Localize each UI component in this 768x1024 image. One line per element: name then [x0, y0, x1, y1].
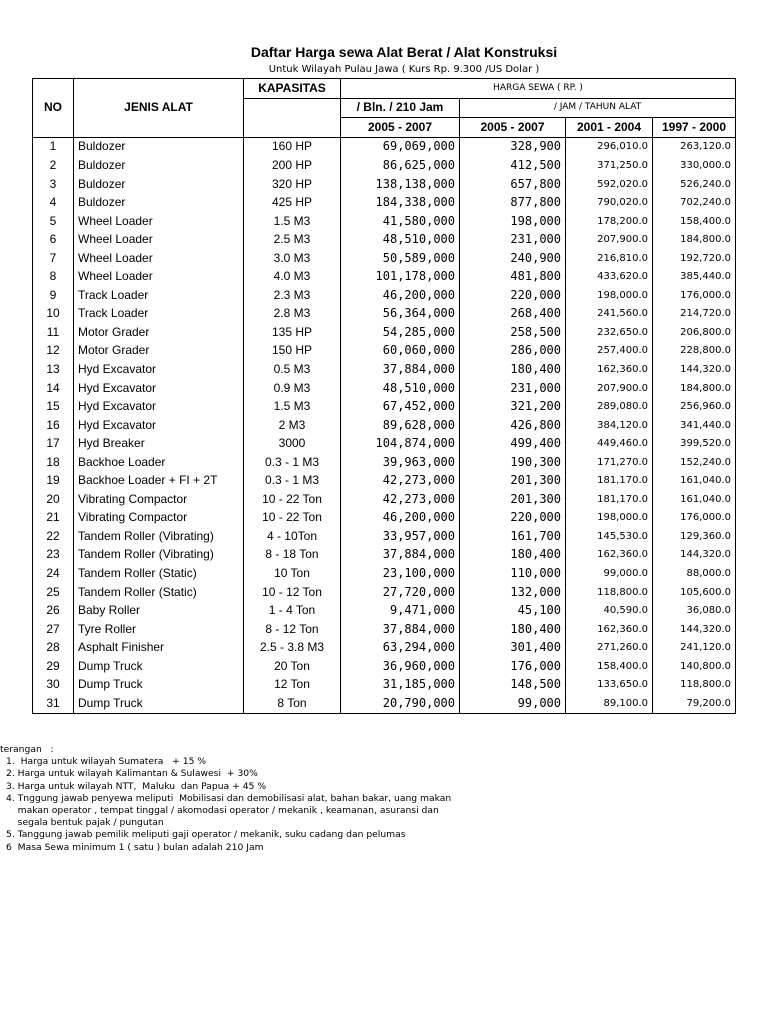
header-year-3: 2001 - 2004	[566, 118, 653, 138]
row-kapasitas: 160 HP	[244, 137, 341, 156]
row-harga-jam-2001: 158,400.0	[566, 657, 653, 676]
row-harga-bulan: 184,338,000	[341, 193, 460, 212]
row-kapasitas: 3000	[244, 434, 341, 453]
row-harga-jam-1997: 118,800.0	[653, 676, 736, 695]
row-harga-jam-2005: 201,300	[460, 490, 566, 509]
row-harga-jam-2001: 384,120.0	[566, 416, 653, 435]
row-harga-bulan: 86,625,000	[341, 156, 460, 175]
row-harga-bulan: 138,138,000	[341, 175, 460, 194]
row-harga-jam-2005: 180,400	[460, 360, 566, 379]
row-kapasitas: 2.8 M3	[244, 305, 341, 324]
row-harga-bulan: 39,963,000	[341, 453, 460, 472]
row-harga-jam-1997: 129,360.0	[653, 527, 736, 546]
row-harga-bulan: 20,790,000	[341, 694, 460, 713]
row-no: 11	[33, 323, 74, 342]
row-no: 20	[33, 490, 74, 509]
row-harga-jam-2001: 178,200.0	[566, 212, 653, 231]
row-harga-jam-2005: 328,900	[460, 137, 566, 156]
row-jenis-alat: Dump Truck	[74, 676, 244, 695]
table-row	[33, 267, 736, 286]
table-row	[33, 471, 736, 490]
row-harga-jam-2001: 162,360.0	[566, 620, 653, 639]
note-line: 2. Harga untuk wilayah Kalimantan & Sulawesi + 30%	[6, 768, 258, 780]
header-year-4: 1997 - 2000	[653, 118, 736, 138]
row-kapasitas: 10 - 12 Ton	[244, 583, 341, 602]
row-harga-jam-2001: 171,270.0	[566, 453, 653, 472]
row-no: 4	[33, 193, 74, 212]
row-harga-jam-2005: 240,900	[460, 249, 566, 268]
row-no: 10	[33, 305, 74, 324]
row-kapasitas: 2.3 M3	[244, 286, 341, 305]
row-jenis-alat: Hyd Excavator	[74, 397, 244, 416]
row-kapasitas: 425 HP	[244, 193, 341, 212]
row-no: 18	[33, 453, 74, 472]
row-jenis-alat: Tandem Roller (Vibrating)	[74, 546, 244, 565]
row-harga-jam-2005: 877,800	[460, 193, 566, 212]
row-harga-jam-1997: 79,200.0	[653, 694, 736, 713]
row-jenis-alat: Dump Truck	[74, 657, 244, 676]
row-no: 21	[33, 509, 74, 528]
row-jenis-alat: Vibrating Compactor	[74, 490, 244, 509]
row-no: 14	[33, 379, 74, 398]
row-harga-jam-2001: 133,650.0	[566, 676, 653, 695]
row-harga-jam-1997: 702,240.0	[653, 193, 736, 212]
row-kapasitas: 12 Ton	[244, 676, 341, 695]
table-row	[33, 546, 736, 565]
row-jenis-alat: Backhoe Loader + FI + 2T	[74, 471, 244, 490]
row-harga-bulan: 54,285,000	[341, 323, 460, 342]
row-harga-jam-2005: 110,000	[460, 564, 566, 583]
row-harga-jam-2005: 426,800	[460, 416, 566, 435]
row-jenis-alat: Tyre Roller	[74, 620, 244, 639]
row-kapasitas: 0.5 M3	[244, 360, 341, 379]
row-no: 30	[33, 676, 74, 695]
row-kapasitas: 8 - 12 Ton	[244, 620, 341, 639]
row-harga-jam-1997: 241,120.0	[653, 638, 736, 657]
table-row	[33, 620, 736, 639]
note-line: 6 Masa Sewa minimum 1 ( satu ) bulan adalah 210 Jam	[6, 841, 264, 853]
row-harga-jam-2001: 207,900.0	[566, 379, 653, 398]
row-harga-jam-1997: 176,000.0	[653, 509, 736, 528]
row-no: 15	[33, 397, 74, 416]
row-harga-bulan: 41,580,000	[341, 212, 460, 231]
row-no: 7	[33, 249, 74, 268]
row-harga-jam-2001: 181,170.0	[566, 490, 653, 509]
table-row	[33, 601, 736, 620]
row-harga-bulan: 36,960,000	[341, 657, 460, 676]
row-no: 27	[33, 620, 74, 639]
row-harga-jam-1997: 184,800.0	[653, 230, 736, 249]
table-row	[33, 379, 736, 398]
table-row	[33, 527, 736, 546]
row-harga-jam-2005: 180,400	[460, 620, 566, 639]
row-harga-jam-1997: 88,000.0	[653, 564, 736, 583]
note-line: makan operator , tempat tinggal / akomodasi operator / mekanik , keamanan, asuransi dan	[6, 805, 439, 817]
row-harga-jam-2001: 592,020.0	[566, 175, 653, 194]
row-harga-jam-2001: 89,100.0	[566, 694, 653, 713]
row-jenis-alat: Wheel Loader	[74, 267, 244, 286]
table-row	[33, 416, 736, 435]
row-no: 13	[33, 360, 74, 379]
row-harga-jam-2005: 45,100	[460, 601, 566, 620]
row-harga-jam-1997: 144,320.0	[653, 360, 736, 379]
header-kapasitas-blank	[244, 98, 341, 137]
table-row	[33, 509, 736, 528]
row-harga-jam-1997: 256,960.0	[653, 397, 736, 416]
row-kapasitas: 1 - 4 Ton	[244, 601, 341, 620]
row-harga-bulan: 37,884,000	[341, 360, 460, 379]
row-no: 19	[33, 471, 74, 490]
row-harga-jam-1997: 263,120.0	[653, 137, 736, 156]
header-per-bulan: / Bln. / 210 Jam	[341, 98, 460, 118]
row-kapasitas: 3.0 M3	[244, 249, 341, 268]
row-harga-bulan: 48,510,000	[341, 230, 460, 249]
row-jenis-alat: Hyd Excavator	[74, 360, 244, 379]
row-jenis-alat: Asphalt Finisher	[74, 638, 244, 657]
table-row	[33, 323, 736, 342]
row-harga-jam-2005: 161,700	[460, 527, 566, 546]
table-row	[33, 286, 736, 305]
table-row	[33, 490, 736, 509]
row-jenis-alat: Tandem Roller (Vibrating)	[74, 527, 244, 546]
row-harga-jam-1997: 161,040.0	[653, 471, 736, 490]
row-jenis-alat: Vibrating Compactor	[74, 509, 244, 528]
row-no: 5	[33, 212, 74, 231]
row-harga-jam-2001: 289,080.0	[566, 397, 653, 416]
row-harga-jam-2005: 657,800	[460, 175, 566, 194]
row-harga-jam-2005: 220,000	[460, 286, 566, 305]
row-no: 22	[33, 527, 74, 546]
row-harga-bulan: 46,200,000	[341, 286, 460, 305]
row-no: 1	[33, 137, 74, 156]
row-harga-jam-1997: 399,520.0	[653, 434, 736, 453]
row-jenis-alat: Wheel Loader	[74, 230, 244, 249]
row-no: 12	[33, 342, 74, 361]
row-harga-jam-2005: 231,000	[460, 379, 566, 398]
note-line: 3. Harga untuk wilayah NTT, Maluku dan Papua + 45 %	[6, 780, 267, 792]
header-year-1: 2005 - 2007	[341, 118, 460, 138]
row-harga-bulan: 69,069,000	[341, 137, 460, 156]
row-harga-jam-1997: 206,800.0	[653, 323, 736, 342]
row-harga-jam-2001: 241,560.0	[566, 305, 653, 324]
row-harga-jam-2001: 181,170.0	[566, 471, 653, 490]
row-harga-bulan: 9,471,000	[341, 601, 460, 620]
row-jenis-alat: Baby Roller	[74, 601, 244, 620]
row-harga-bulan: 31,185,000	[341, 676, 460, 695]
row-kapasitas: 8 Ton	[244, 694, 341, 713]
header-per-jam: / JAM / TAHUN ALAT	[460, 98, 736, 118]
note-line: 5. Tanggung jawab pemilik meliputi gaji operator / mekanik, suku cadang dan pelumas	[6, 829, 406, 841]
row-kapasitas: 4 - 10Ton	[244, 527, 341, 546]
table-row	[33, 657, 736, 676]
row-jenis-alat: Track Loader	[74, 286, 244, 305]
row-harga-jam-2005: 176,000	[460, 657, 566, 676]
note-line: 1. Harga untuk wilayah Sumatera + 15 %	[6, 756, 207, 768]
row-harga-jam-2005: 412,500	[460, 156, 566, 175]
table-row	[33, 453, 736, 472]
row-harga-bulan: 33,957,000	[341, 527, 460, 546]
row-kapasitas: 2.5 M3	[244, 230, 341, 249]
row-no: 26	[33, 601, 74, 620]
row-harga-jam-2005: 481,800	[460, 267, 566, 286]
row-harga-jam-2001: 449,460.0	[566, 434, 653, 453]
row-kapasitas: 1.5 M3	[244, 397, 341, 416]
row-harga-jam-2005: 286,000	[460, 342, 566, 361]
row-harga-jam-1997: 228,800.0	[653, 342, 736, 361]
row-no: 31	[33, 694, 74, 713]
row-harga-jam-2005: 301,400	[460, 638, 566, 657]
row-harga-jam-1997: 105,600.0	[653, 583, 736, 602]
page-title: Daftar Harga sewa Alat Berat / Alat Konstruksi	[250, 44, 558, 60]
table-row	[33, 434, 736, 453]
row-harga-jam-2001: 198,000.0	[566, 286, 653, 305]
row-harga-jam-2001: 99,000.0	[566, 564, 653, 583]
row-jenis-alat: Wheel Loader	[74, 212, 244, 231]
row-harga-jam-1997: 152,240.0	[653, 453, 736, 472]
row-harga-jam-2001: 40,590.0	[566, 601, 653, 620]
row-harga-jam-1997: 330,000.0	[653, 156, 736, 175]
row-harga-jam-2005: 180,400	[460, 546, 566, 565]
row-harga-jam-2001: 790,020.0	[566, 193, 653, 212]
table-row	[33, 583, 736, 602]
row-jenis-alat: Buldozer	[74, 137, 244, 156]
row-harga-jam-2005: 499,400	[460, 434, 566, 453]
row-harga-jam-1997: 214,720.0	[653, 305, 736, 324]
row-harga-jam-2001: 232,650.0	[566, 323, 653, 342]
row-harga-bulan: 63,294,000	[341, 638, 460, 657]
row-kapasitas: 20 Ton	[244, 657, 341, 676]
row-harga-jam-2005: 99,000	[460, 694, 566, 713]
row-harga-bulan: 67,452,000	[341, 397, 460, 416]
price-table	[32, 78, 736, 714]
row-kapasitas: 4.0 M3	[244, 267, 341, 286]
row-jenis-alat: Motor Grader	[74, 342, 244, 361]
row-jenis-alat: Backhoe Loader	[74, 453, 244, 472]
row-harga-jam-1997: 341,440.0	[653, 416, 736, 435]
table-row	[33, 397, 736, 416]
page-subtitle: Untuk Wilayah Pulau Jawa ( Kurs Rp. 9.300 /US Dolar )	[268, 64, 540, 75]
row-harga-jam-2005: 258,500	[460, 323, 566, 342]
row-kapasitas: 0.3 - 1 M3	[244, 453, 341, 472]
row-jenis-alat: Hyd Excavator	[74, 379, 244, 398]
row-harga-jam-1997: 36,080.0	[653, 601, 736, 620]
note-line: segala bentuk pajak / pungutan	[6, 817, 164, 829]
header-no: NO	[33, 79, 74, 138]
row-harga-jam-1997: 144,320.0	[653, 546, 736, 565]
row-kapasitas: 320 HP	[244, 175, 341, 194]
notes-heading: terangan :	[0, 744, 54, 755]
table-row	[33, 230, 736, 249]
row-harga-jam-1997: 140,800.0	[653, 657, 736, 676]
row-no: 9	[33, 286, 74, 305]
row-kapasitas: 0.3 - 1 M3	[244, 471, 341, 490]
row-kapasitas: 200 HP	[244, 156, 341, 175]
row-no: 25	[33, 583, 74, 602]
header-harga-sewa: HARGA SEWA ( RP. )	[341, 79, 736, 99]
row-harga-jam-2001: 162,360.0	[566, 360, 653, 379]
row-harga-jam-2005: 268,400	[460, 305, 566, 324]
table-row	[33, 360, 736, 379]
table-row	[33, 193, 736, 212]
row-no: 24	[33, 564, 74, 583]
row-kapasitas: 10 Ton	[244, 564, 341, 583]
table-row	[33, 175, 736, 194]
table-body	[33, 137, 736, 713]
row-harga-bulan: 104,874,000	[341, 434, 460, 453]
row-harga-jam-1997: 144,320.0	[653, 620, 736, 639]
table-row	[33, 249, 736, 268]
row-jenis-alat: Tandem Roller (Static)	[74, 583, 244, 602]
row-jenis-alat: Tandem Roller (Static)	[74, 564, 244, 583]
row-no: 29	[33, 657, 74, 676]
table-row	[33, 564, 736, 583]
row-harga-jam-1997: 184,800.0	[653, 379, 736, 398]
row-no: 23	[33, 546, 74, 565]
row-jenis-alat: Hyd Excavator	[74, 416, 244, 435]
note-line: 4. Tnggung jawab penyewa meliputi Mobilisasi dan demobilisasi alat, bahan bakar, uang makan	[6, 792, 452, 804]
row-harga-jam-1997: 385,440.0	[653, 267, 736, 286]
row-jenis-alat: Motor Grader	[74, 323, 244, 342]
row-harga-jam-2001: 296,010.0	[566, 137, 653, 156]
header-year-2: 2005 - 2007	[460, 118, 566, 138]
row-harga-jam-2005: 231,000	[460, 230, 566, 249]
row-kapasitas: 10 - 22 Ton	[244, 509, 341, 528]
row-kapasitas: 2.5 - 3.8 M3	[244, 638, 341, 657]
row-harga-jam-1997: 158,400.0	[653, 212, 736, 231]
row-harga-jam-2005: 132,000	[460, 583, 566, 602]
row-harga-bulan: 42,273,000	[341, 471, 460, 490]
row-harga-bulan: 42,273,000	[341, 490, 460, 509]
row-harga-jam-2001: 162,360.0	[566, 546, 653, 565]
row-harga-bulan: 37,884,000	[341, 620, 460, 639]
row-harga-jam-2005: 198,000	[460, 212, 566, 231]
row-harga-jam-2001: 198,000.0	[566, 509, 653, 528]
row-kapasitas: 0.9 M3	[244, 379, 341, 398]
table-row	[33, 638, 736, 657]
row-jenis-alat: Buldozer	[74, 156, 244, 175]
table-row	[33, 156, 736, 175]
row-harga-bulan: 101,178,000	[341, 267, 460, 286]
row-harga-jam-2005: 220,000	[460, 509, 566, 528]
row-harga-bulan: 37,884,000	[341, 546, 460, 565]
row-harga-jam-2005: 190,300	[460, 453, 566, 472]
row-harga-bulan: 50,589,000	[341, 249, 460, 268]
row-harga-jam-1997: 176,000.0	[653, 286, 736, 305]
row-kapasitas: 8 - 18 Ton	[244, 546, 341, 565]
row-kapasitas: 10 - 22 Ton	[244, 490, 341, 509]
row-harga-bulan: 27,720,000	[341, 583, 460, 602]
header-jenis-alat: JENIS ALAT	[74, 79, 244, 138]
row-harga-jam-2005: 148,500	[460, 676, 566, 695]
row-no: 28	[33, 638, 74, 657]
row-harga-bulan: 56,364,000	[341, 305, 460, 324]
row-harga-jam-2001: 433,620.0	[566, 267, 653, 286]
row-no: 17	[33, 434, 74, 453]
header-kapasitas: KAPASITAS	[244, 79, 341, 99]
table-row	[33, 137, 736, 156]
row-harga-bulan: 23,100,000	[341, 564, 460, 583]
row-jenis-alat: Hyd Breaker	[74, 434, 244, 453]
row-harga-jam-2001: 257,400.0	[566, 342, 653, 361]
row-jenis-alat: Dump Truck	[74, 694, 244, 713]
row-harga-jam-2001: 145,530.0	[566, 527, 653, 546]
row-kapasitas: 1.5 M3	[244, 212, 341, 231]
row-harga-jam-2001: 118,800.0	[566, 583, 653, 602]
row-kapasitas: 135 HP	[244, 323, 341, 342]
row-jenis-alat: Buldozer	[74, 193, 244, 212]
row-kapasitas: 2 M3	[244, 416, 341, 435]
row-harga-jam-2005: 201,300	[460, 471, 566, 490]
row-no: 16	[33, 416, 74, 435]
row-kapasitas: 150 HP	[244, 342, 341, 361]
row-harga-bulan: 46,200,000	[341, 509, 460, 528]
row-harga-jam-2001: 207,900.0	[566, 230, 653, 249]
table-row	[33, 694, 736, 713]
row-harga-bulan: 60,060,000	[341, 342, 460, 361]
row-no: 8	[33, 267, 74, 286]
row-no: 6	[33, 230, 74, 249]
row-jenis-alat: Buldozer	[74, 175, 244, 194]
table-row	[33, 305, 736, 324]
row-harga-bulan: 89,628,000	[341, 416, 460, 435]
row-harga-jam-2001: 371,250.0	[566, 156, 653, 175]
row-harga-jam-1997: 192,720.0	[653, 249, 736, 268]
row-no: 3	[33, 175, 74, 194]
row-harga-bulan: 48,510,000	[341, 379, 460, 398]
row-harga-jam-2005: 321,200	[460, 397, 566, 416]
row-jenis-alat: Wheel Loader	[74, 249, 244, 268]
table-row	[33, 212, 736, 231]
row-harga-jam-1997: 161,040.0	[653, 490, 736, 509]
row-harga-jam-2001: 271,260.0	[566, 638, 653, 657]
row-harga-jam-1997: 526,240.0	[653, 175, 736, 194]
table-row	[33, 676, 736, 695]
row-harga-jam-2001: 216,810.0	[566, 249, 653, 268]
row-no: 2	[33, 156, 74, 175]
notes-section	[0, 744, 451, 854]
table-row	[33, 342, 736, 361]
row-jenis-alat: Track Loader	[74, 305, 244, 324]
